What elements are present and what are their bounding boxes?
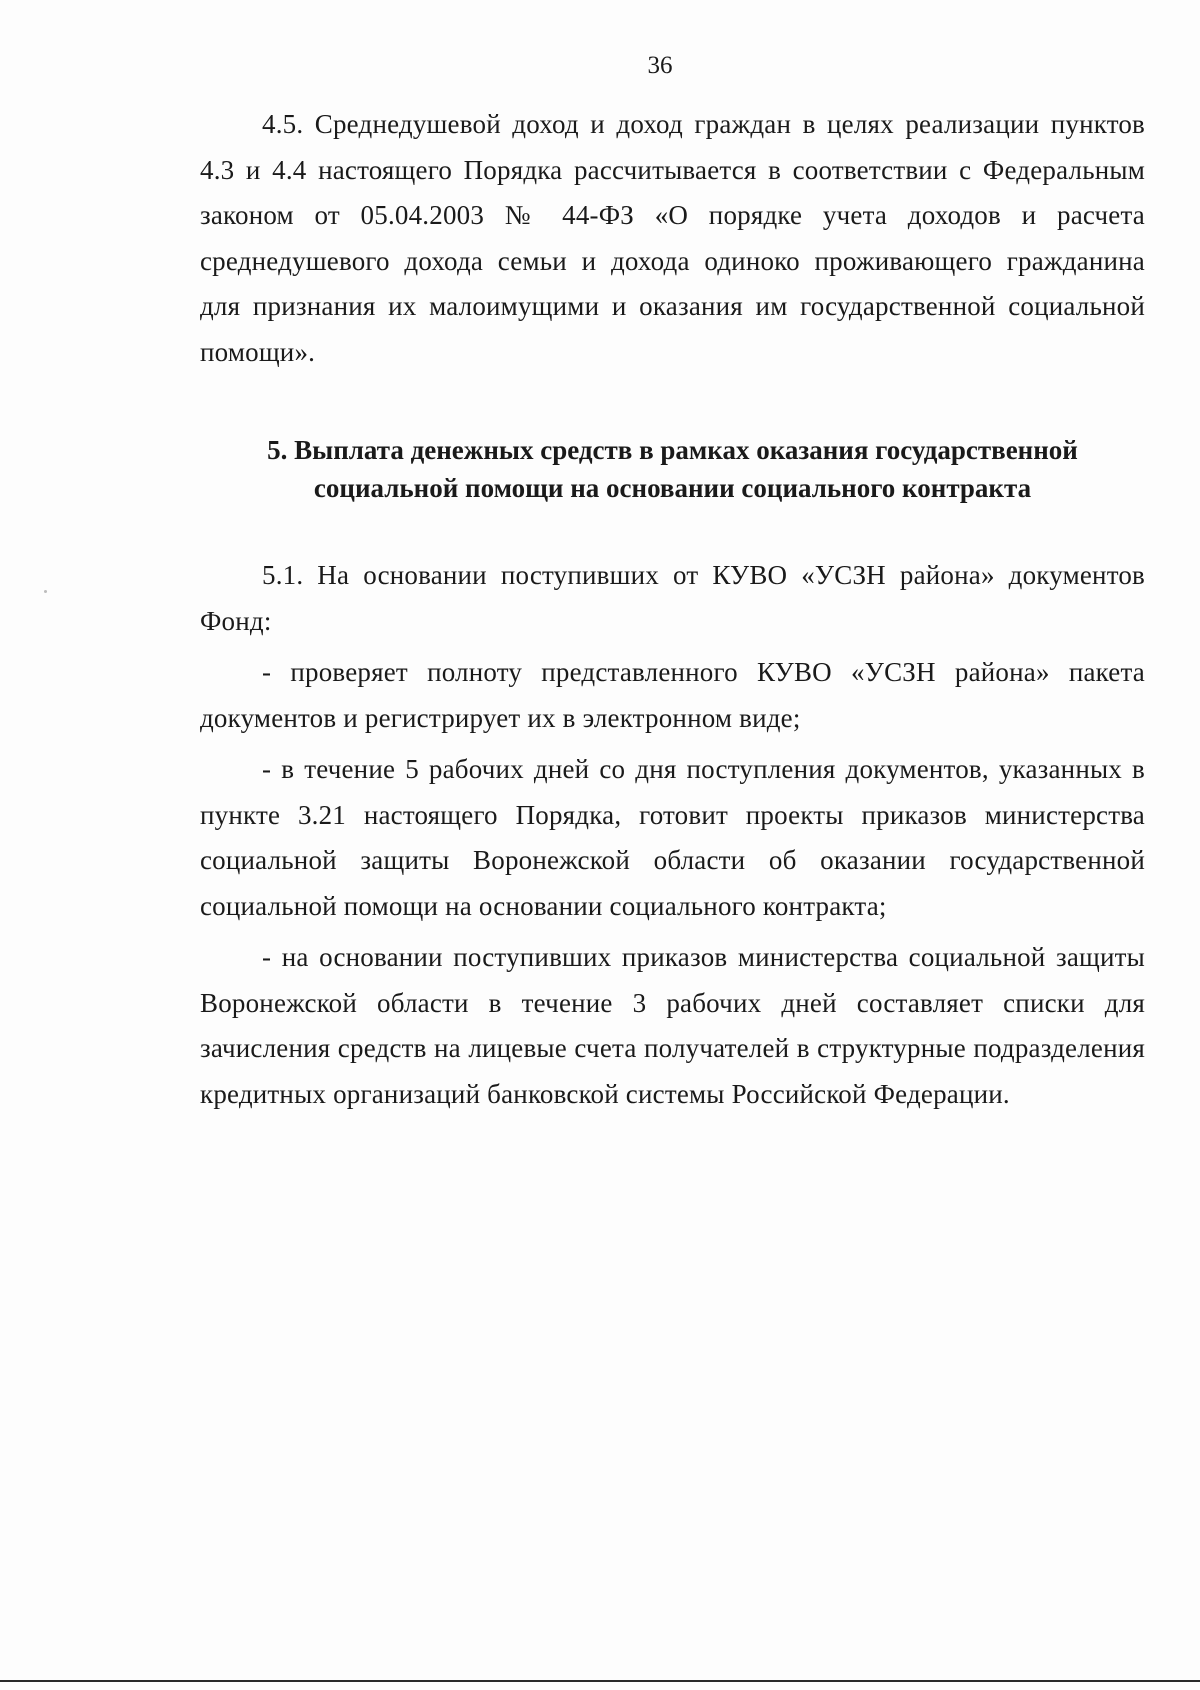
section-5-heading [200,431,1145,507]
section-5-heading-line-2: социальной помощи на основании социального контракта [313,473,1032,503]
paragraph-5-1: 5.1. На основании поступивших от КУВО «УСЗН района» документов Фонд: [200,560,1145,636]
list-item: - на основании поступивших приказов министерства социальной защиты Воронежской области в течение 3 рабочих дней составляет списки для зачисления средств на лицевые счета получателей в структурные подразделения кредитных организаций банковской системы Российской Федерации. [200,942,1145,1109]
scan-edge-line [0,1680,1200,1682]
paragraph-4-5: 4.5. Среднедушевой доход и доход граждан в целях реализации пунктов 4.3 и 4.4 настоящего Порядка рассчитывается в соответствии с Федеральным законом от 05.04.2003 № 44-ФЗ «О порядке учета доходов и расчета среднедушевого дохода семьи и дохода одиноко проживающего гражданина для признания их малоимущими и оказания им государственной социальной помощи». [200,109,1145,367]
page-number: 36 [647,52,673,79]
document-body [200,102,1145,1117]
list-item: - в течение 5 рабочих дней со дня поступления документов, указанных в пункте 3.21 настоящего Порядка, готовит проекты приказов министерства социальной защиты Воронежской области об оказании государственной социальной помощи на основании социального контракта; [200,754,1145,921]
scan-artifact [44,590,47,593]
list-item: - проверяет полноту представленного КУВО «УСЗН района» пакета документов и регистрирует их в электронном виде; [200,657,1145,733]
section-5-heading-line-1: 5. Выплата денежных средств в рамках оказания государственной [267,435,1078,465]
